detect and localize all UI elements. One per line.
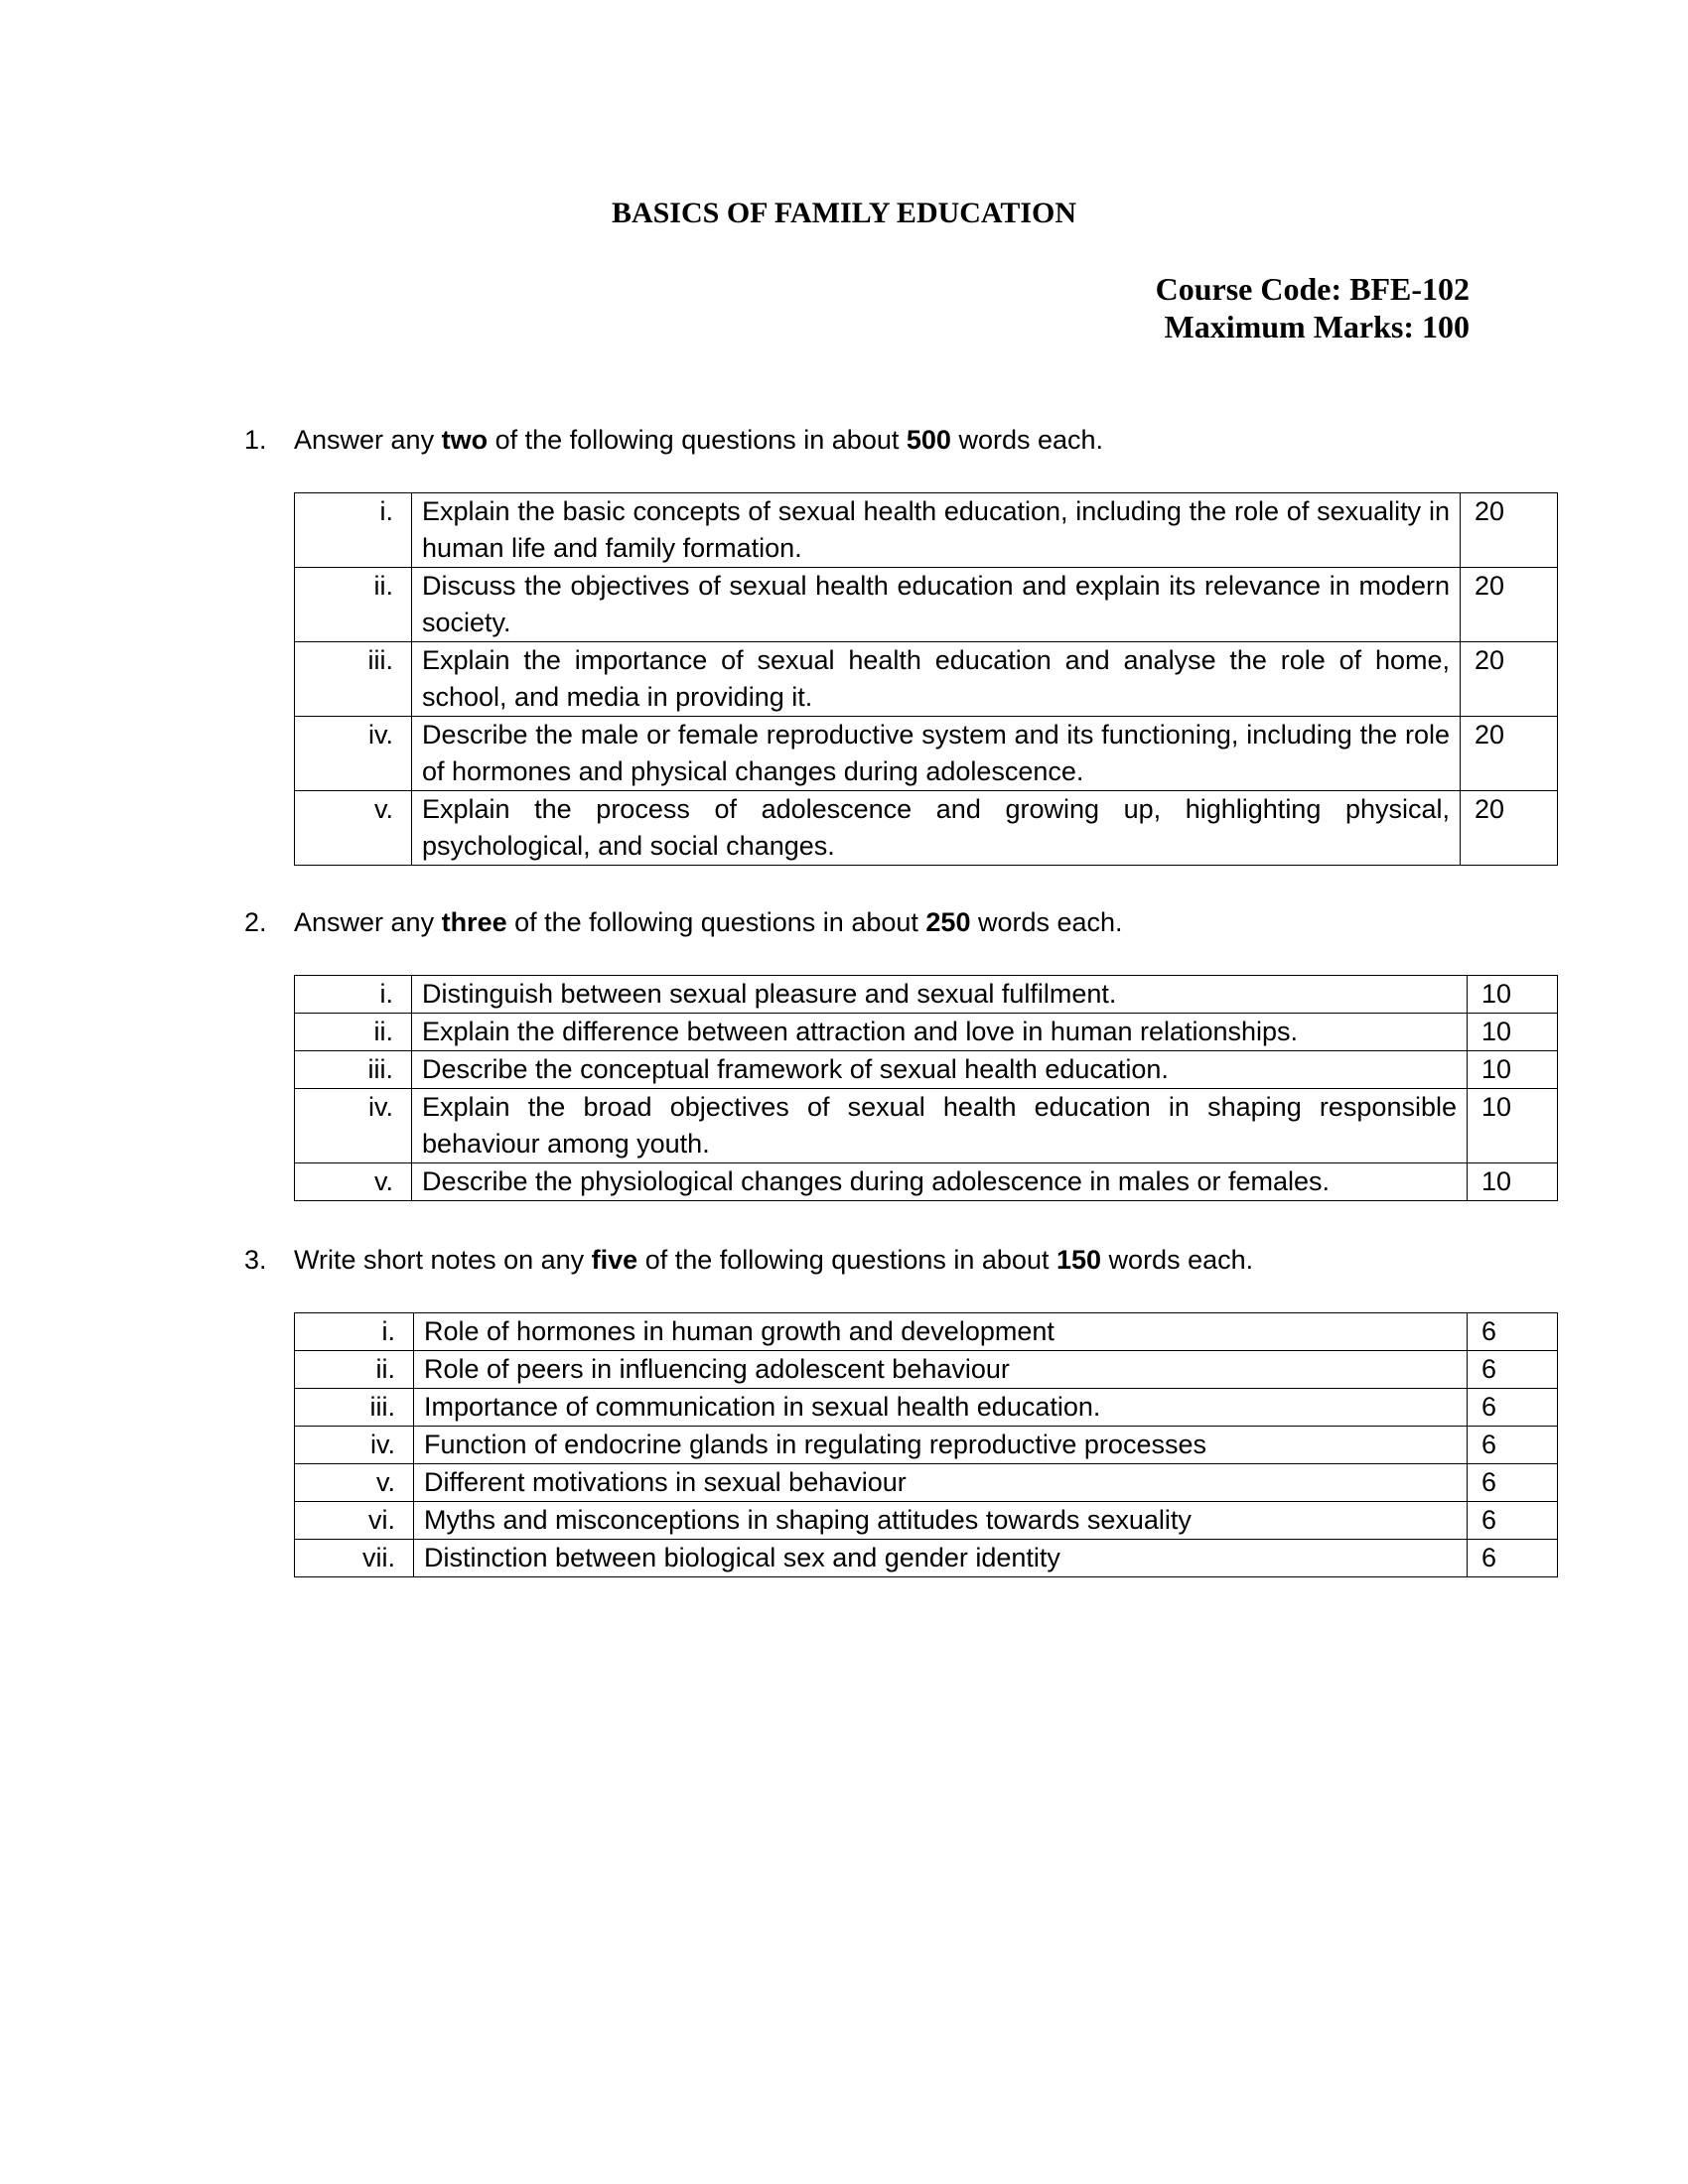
question-text: Distinguish between sexual pleasure and sexual fulfilment. [412,976,1468,1014]
question-index: iii. [295,1389,414,1427]
section-3-instruction [244,1242,1535,1278]
question-index: i. [295,976,412,1014]
question-text: Explain the difference between attraction and love in human relationships. [412,1014,1468,1051]
question-text: Explain the importance of sexual health education and analyse the role of home, school, and media in providing it. [412,642,1461,717]
question-row [295,717,1558,791]
section-1-question-table [294,492,1558,866]
question-index: ii. [295,568,412,642]
maximum-marks: Maximum Marks: 100 [1164,309,1470,344]
page-title: BASICS OF FAMILY EDUCATION [611,197,1077,229]
section-number: 1. [244,425,267,455]
question-text: Role of hormones in human growth and development [414,1313,1468,1351]
question-text: Importance of communication in sexual health education. [414,1389,1468,1427]
question-marks: 10 [1468,976,1558,1014]
question-index: ii. [295,1351,414,1389]
instruction-text: of the following questions in about [637,1245,1056,1275]
question-marks: 10 [1468,1163,1558,1201]
instruction-text: of the following questions in about [488,425,907,455]
instruction-text: Answer any [294,907,442,937]
instruction-word-limit: 150 [1055,1245,1102,1275]
question-marks: 10 [1468,1089,1558,1163]
question-row [295,568,1558,642]
question-marks: 10 [1468,1051,1558,1089]
question-row [295,1351,1558,1389]
section-2-question-table [294,975,1558,1201]
instruction-text: words each. [970,907,1123,937]
question-row [295,1089,1558,1163]
question-row [295,1464,1558,1502]
question-row [295,1313,1558,1351]
question-index: v. [295,791,412,866]
question-index: iv. [295,1427,414,1464]
question-text: Function of endocrine glands in regulating reproductive processes [414,1427,1468,1464]
question-marks: 6 [1468,1502,1558,1540]
question-text: Explain the process of adolescence and growing up, highlighting physical, psychological, and social changes. [412,791,1461,866]
question-index: iii. [295,1051,412,1089]
question-index: i. [295,493,412,568]
section-2-instruction [244,904,1535,940]
instruction-count: three [441,907,507,937]
instruction-word-limit: 250 [925,907,971,937]
question-row [295,976,1558,1014]
instruction-count: two [441,425,489,455]
section-number: 3. [244,1245,267,1275]
question-row [295,1051,1558,1089]
question-marks: 20 [1461,568,1558,642]
question-index: v. [295,1464,414,1502]
question-marks: 6 [1468,1313,1558,1351]
question-text: Explain the broad objectives of sexual health education in shaping responsible behaviour among youth. [412,1089,1468,1163]
question-index: iii. [295,642,412,717]
section-1-instruction [244,422,1535,458]
section-3-question-table [294,1312,1558,1577]
question-text: Myths and misconceptions in shaping attitudes towards sexuality [414,1502,1468,1540]
question-row [295,791,1558,866]
instruction-text: words each. [950,425,1104,455]
question-marks: 10 [1468,1014,1558,1051]
question-index: vii. [295,1540,414,1577]
course-meta [1092,270,1470,345]
question-row [295,493,1558,568]
question-row [295,642,1558,717]
question-text: Distinction between biological sex and gender identity [414,1540,1468,1577]
question-row [295,1427,1558,1464]
question-index: iv. [295,717,412,791]
instruction-word-limit: 500 [906,425,951,455]
question-row [295,1163,1558,1201]
question-row [295,1540,1558,1577]
instruction-text: Write short notes on any [294,1245,592,1275]
question-index: vi. [295,1502,414,1540]
question-marks: 6 [1468,1351,1558,1389]
course-code: Course Code: BFE-102 [1155,271,1470,307]
question-index: v. [295,1163,412,1201]
question-marks: 20 [1461,717,1558,791]
question-row [295,1014,1558,1051]
question-text: Describe the male or female reproductive system and its functioning, including the role of hormones and physical changes during adolescence. [412,717,1461,791]
question-row [295,1502,1558,1540]
question-row [295,1389,1558,1427]
question-text: Describe the physiological changes during adolescence in males or females. [412,1163,1468,1201]
question-text: Role of peers in influencing adolescent behaviour [414,1351,1468,1389]
question-marks: 6 [1468,1540,1558,1577]
question-marks: 6 [1468,1389,1558,1427]
instruction-text: words each. [1101,1245,1254,1275]
question-marks: 20 [1461,493,1558,568]
instruction-count: five [591,1245,638,1275]
section-number: 2. [244,907,267,937]
question-index: ii. [295,1014,412,1051]
instruction-text: Answer any [294,425,442,455]
question-text: Describe the conceptual framework of sexual health education. [412,1051,1468,1089]
question-index: i. [295,1313,414,1351]
question-marks: 6 [1468,1427,1558,1464]
question-marks: 20 [1461,642,1558,717]
instruction-text: of the following questions in about [506,907,926,937]
question-marks: 6 [1468,1464,1558,1502]
question-index: iv. [295,1089,412,1163]
question-text: Explain the basic concepts of sexual health education, including the role of sexuality in human life and family formation. [412,493,1461,568]
question-marks: 20 [1461,791,1558,866]
question-text: Discuss the objectives of sexual health education and explain its relevance in modern society. [412,568,1461,642]
question-text: Different motivations in sexual behaviour [414,1464,1468,1502]
